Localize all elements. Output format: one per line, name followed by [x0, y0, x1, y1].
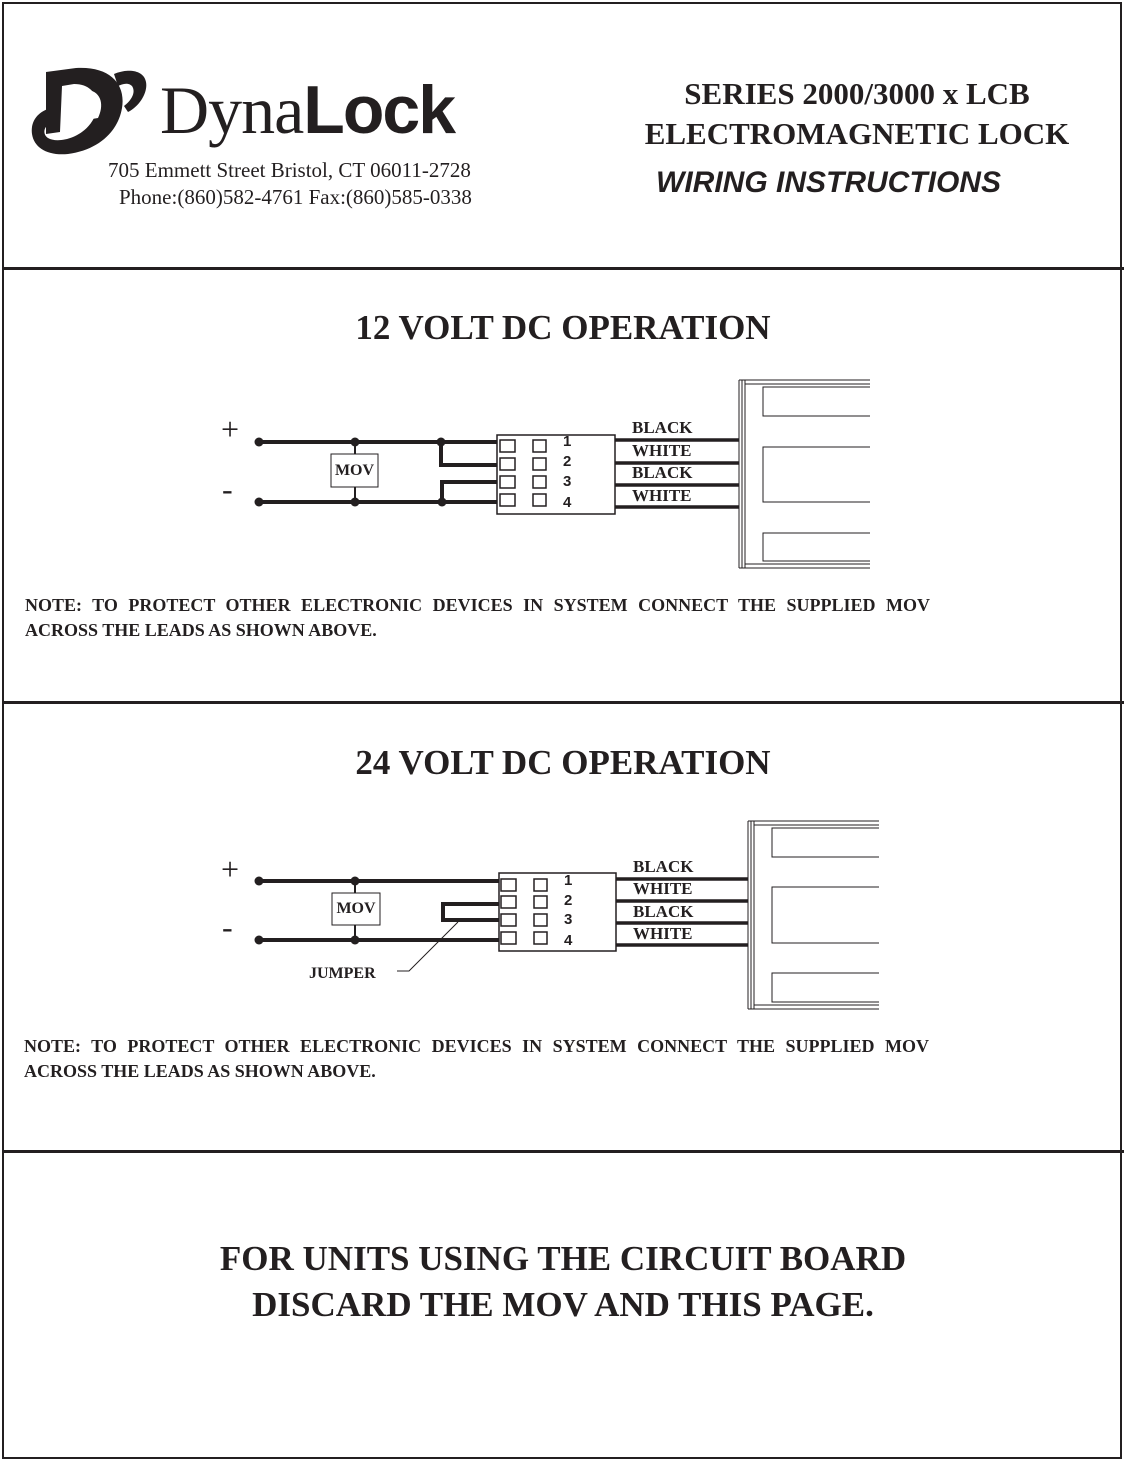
product-type-title: ELECTROMAGNETIC LOCK — [644, 116, 1070, 151]
plus-terminal-label: + — [221, 851, 240, 887]
wire-color-label: WHITE — [632, 486, 692, 505]
wire-color-label: BLACK — [633, 857, 694, 876]
circuit-board-notice — [0, 1236, 1126, 1328]
note-line: NOTE: TO PROTECT OTHER ELECTRONIC DEVICES IN SYSTEM CONNECT THE SUPPLIED MOV — [25, 595, 931, 615]
terminal-number: 4 — [563, 494, 572, 511]
notice-line: FOR UNITS USING THE CIRCUIT BOARD — [219, 1239, 907, 1278]
note-line: ACROSS THE LEADS AS SHOWN ABOVE. — [24, 1061, 376, 1081]
mov-label: MOV — [334, 462, 375, 479]
company-address: 705 Emmett Street Bristol, CT 06011-2728 — [108, 158, 471, 182]
dynalock-logo-mark-icon — [28, 62, 152, 158]
section-24v-title: 24 VOLT DC OPERATION — [355, 743, 771, 782]
wiring-diagram-12v — [200, 370, 890, 580]
mov-label: MOV — [336, 900, 376, 917]
jumper-label: JUMPER — [309, 965, 376, 982]
jumper-leader-line — [397, 922, 458, 971]
minus-terminal-label: - — [222, 909, 233, 945]
terminal-number: 2 — [563, 453, 572, 470]
wire-color-label: WHITE — [633, 924, 693, 943]
wire-color-label: BLACK — [633, 902, 694, 921]
dynalock-logo-wordmark — [160, 70, 454, 150]
mov-note-24v — [24, 1034, 929, 1084]
wire-color-label: BLACK — [632, 463, 693, 482]
note-line: NOTE: TO PROTECT OTHER ELECTRONIC DEVICES IN SYSTEM CONNECT THE SUPPLIED MOV — [24, 1036, 930, 1056]
wiring-diagram-24v — [200, 810, 890, 1020]
terminal-number: 2 — [564, 892, 573, 909]
mov-note-12v — [25, 593, 930, 643]
note-line: ACROSS THE LEADS AS SHOWN ABOVE. — [25, 620, 377, 640]
wiring-instructions-title: WIRING INSTRUCTIONS — [656, 166, 1001, 199]
section-divider-24v — [2, 1150, 1124, 1153]
notice-line: DISCARD THE MOV AND THIS PAGE. — [252, 1285, 874, 1324]
section-divider-12v — [2, 701, 1124, 704]
company-phone-fax: Phone:(860)582-4761 Fax:(860)585-0338 — [119, 185, 472, 209]
plus-terminal-label: + — [221, 411, 240, 447]
magnet-body — [739, 380, 870, 568]
terminal-number: 3 — [563, 473, 572, 490]
magnet-body — [748, 821, 879, 1009]
terminal-number: 3 — [564, 911, 573, 928]
logo-text-lock: Lock — [303, 72, 455, 148]
logo-text-dyna: Dyna — [160, 72, 304, 148]
terminal-number: 1 — [564, 872, 573, 889]
wire-color-label: BLACK — [632, 418, 693, 437]
terminal-number: 4 — [564, 932, 573, 949]
header-divider — [2, 267, 1124, 270]
section-12v-title: 12 VOLT DC OPERATION — [355, 308, 771, 347]
wire-color-label: WHITE — [632, 441, 692, 460]
wire-color-label: WHITE — [633, 879, 693, 898]
product-series-title: SERIES 2000/3000 x LCB — [684, 76, 1030, 111]
terminal-number: 1 — [563, 433, 572, 450]
minus-terminal-label: - — [222, 471, 233, 507]
